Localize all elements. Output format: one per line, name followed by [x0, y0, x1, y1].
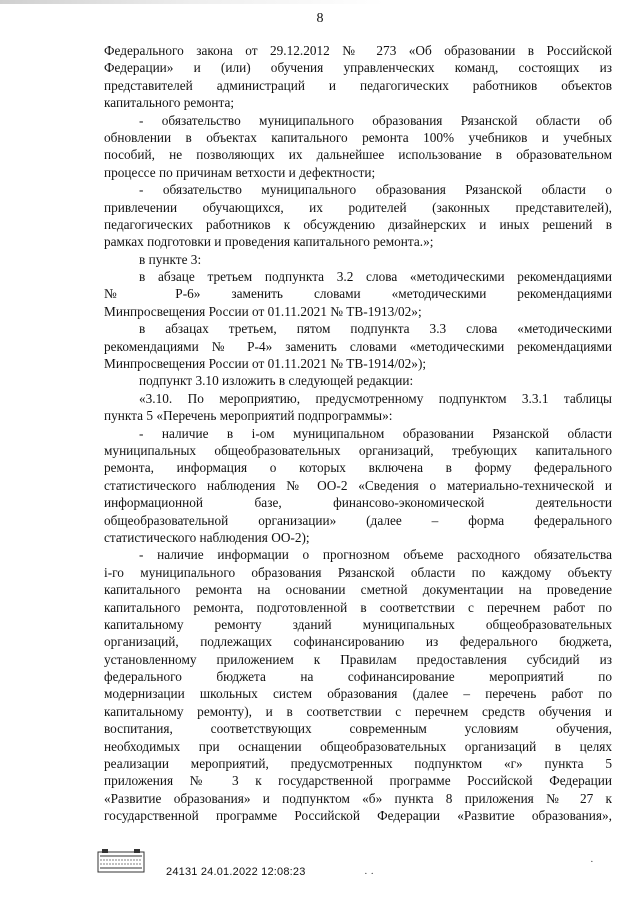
text-line: - обязательство муниципального образования Рязанской области о — [139, 182, 612, 198]
text-line: «Развитие образования» и подпунктом «б» пункта 8 приложения № 27 к — [104, 790, 612, 806]
text-line: муниципальных общеобразовательных организаций, требующих капитального — [104, 442, 612, 458]
text-line: в пункте 3: — [139, 251, 202, 267]
text-line: - наличие информации о прогнозном объеме расходного обязательства — [139, 547, 612, 563]
text-line: информационной базе, финансово-экономической деятельности — [104, 495, 612, 511]
text-line: статистического наблюдения ОО-2); — [104, 529, 310, 545]
text-line: представителей администраций и педагогических работников объектов — [104, 77, 612, 93]
text-line: - наличие в i-ом муниципальном образовании Рязанской области — [139, 425, 612, 441]
text-line: в абзацах третьем, пятом подпункта 3.3 слова «методическими — [139, 321, 612, 337]
text-line: - обязательство муниципального образования Рязанской области об — [139, 112, 612, 128]
scan-edge-shadow — [0, 0, 640, 4]
text-line: i-го муниципального образования Рязанской области по каждому объекту — [104, 564, 612, 580]
text-line: пособий, не позволяющих их дальнейшее использование в образовательном — [104, 147, 612, 163]
text-line: Минпросвещения России от 01.11.2021 № ТВ-1914/02»); — [104, 356, 427, 372]
text-line: капитальному ремонту зданий муниципальных общеобразовательных — [104, 616, 612, 632]
text-line: процессе по причинам ветхости и дефектности; — [104, 164, 376, 180]
document-body — [104, 42, 612, 825]
text-line: Федерации» и (или) обучения управленческих команд, состоящих из — [104, 60, 612, 76]
text-line: ремонта, информация о которых включена в форму федерального — [104, 460, 612, 476]
text-line: рекомендациями № Р-4» заменить словами «методическими рекомендациями — [104, 338, 612, 354]
text-line: обновлении в объектах капитального ремонта 100% учебников и учебных — [104, 129, 612, 145]
text-line: Федерального закона от 29.12.2012 № 273 «Об образовании в Российской — [104, 43, 612, 58]
text-line: рамках подготовки и проведения капитального ремонта.»; — [104, 234, 434, 250]
text-line: капитального ремонта; — [104, 95, 235, 111]
text-line: педагогических работников к обсуждению дизайнерских и иных решений в — [104, 216, 612, 232]
text-line: Минпросвещения России от 01.11.2021 № ТВ-1913/02»; — [104, 303, 422, 319]
text-line: реализации мероприятий, предусмотренных подпунктом «г» пункта 5 — [104, 756, 612, 772]
text-line: необходимых при оснащении общеобразовательных организаций в целях — [104, 738, 612, 754]
text-line: капитальному ремонту), и в соответствии с перечнем средств обучения и — [104, 703, 612, 719]
seal-stamp-icon — [96, 848, 148, 876]
text-line: № Р-6» заменить словами «методическими рекомендациями — [104, 286, 612, 302]
text-line: статистического наблюдения № ОО-2 «Сведения о материально-технической и — [104, 477, 612, 493]
text-line: приложения № 3 к государственной программе Российской Федерации — [104, 773, 612, 789]
text-line: подпункт 3.10 изложить в следующей редакции: — [139, 373, 414, 389]
registration-number: 24131 24.01.2022 12:08:23 — [166, 866, 306, 878]
page-footer — [96, 846, 616, 886]
page-number: 8 — [316, 11, 324, 26]
text-line: капитального ремонта, подготовленной в соответствии с перечнем работ по — [104, 599, 612, 615]
ink-mark: · · — [364, 868, 375, 880]
text-line: капитального ремонта на основании сметной документации на проведение — [104, 582, 612, 598]
text-line: общеобразовательной организации» (далее – форма федерального — [104, 512, 612, 528]
text-line: модернизации школьных систем образования (далее – перечень работ по — [104, 686, 612, 702]
text-line: организаций, подлежащих софинансированию из федерального бюджета, — [104, 634, 612, 650]
text-line: пункта 5 «Перечень мероприятий подпрограммы»: — [104, 408, 393, 424]
text-line: установленному приложением к Правилам предоставления субсидий из — [104, 651, 612, 667]
ink-mark: · — [590, 856, 594, 868]
text-line: «3.10. По мероприятию, предусмотренному подпунктом 3.3.1 таблицы — [139, 390, 612, 406]
text-line: в абзаце третьем подпункта 3.2 слова «методическими рекомендациями — [139, 269, 612, 285]
text-line: привлечении обучающихся, их родителей (законных представителей), — [104, 199, 612, 215]
text-line: государственной программе Российской Федерации «Развитие образования», — [104, 808, 612, 824]
text-line: воспитания, соответствующих современным условиям обучения, — [104, 721, 612, 737]
text-line: федерального бюджета на софинансирование мероприятий по — [104, 669, 612, 685]
